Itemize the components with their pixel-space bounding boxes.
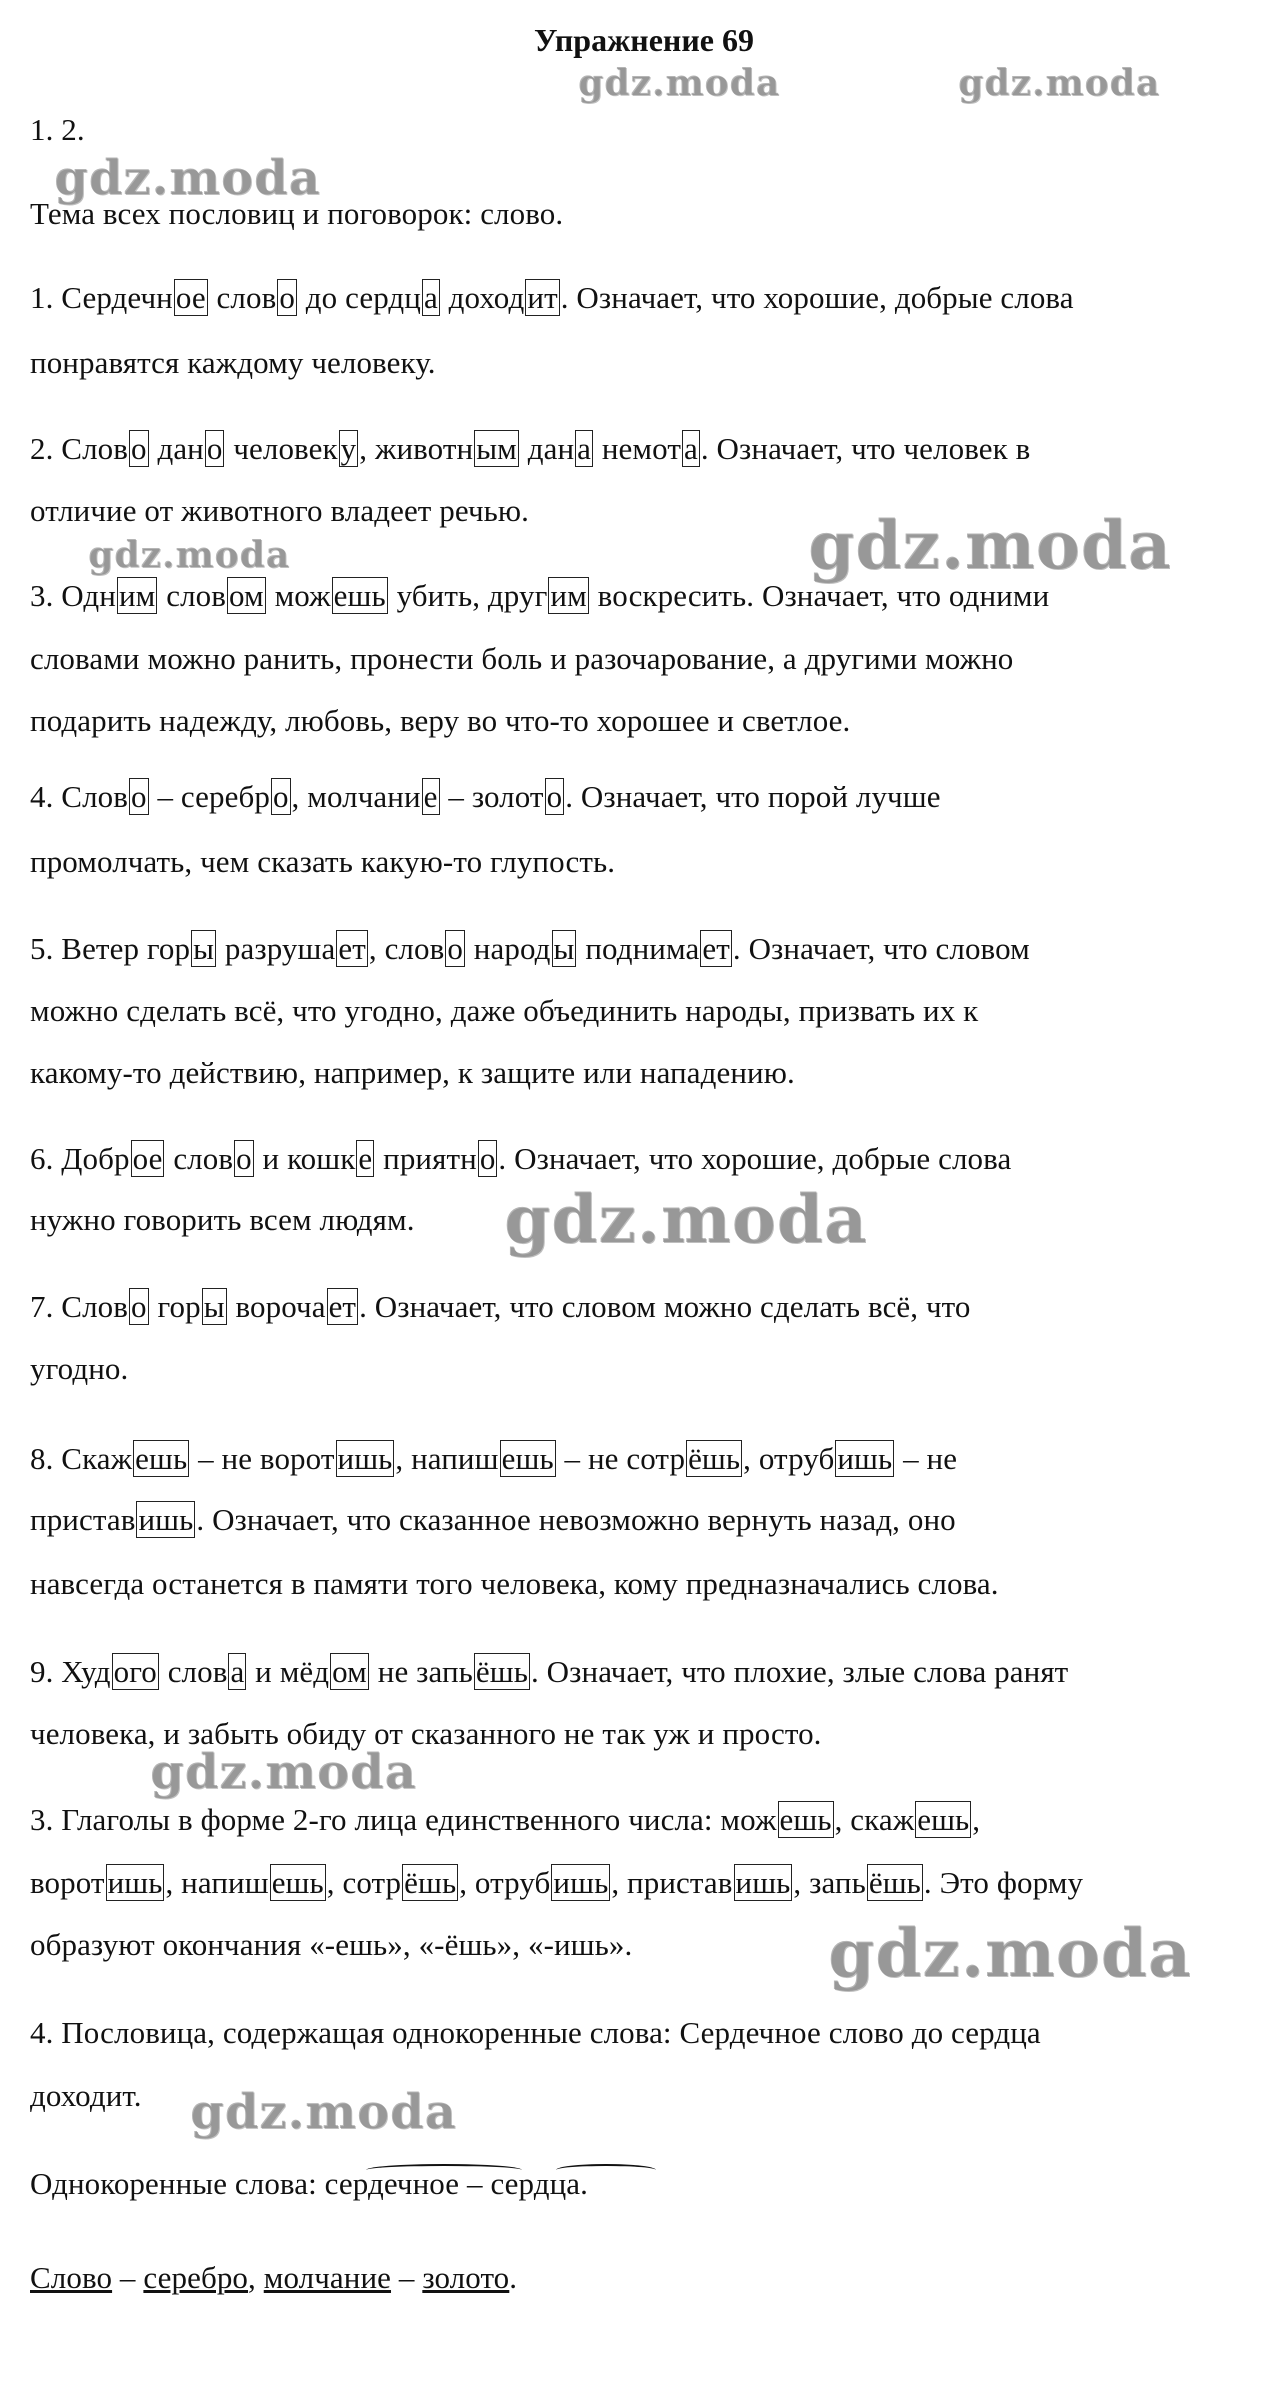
ending-box: о: [130, 1289, 147, 1324]
text-segment: . Означает, что сказанное невозможно вернуть назад, оно: [196, 1502, 956, 1537]
text-segment: до сердц: [297, 280, 421, 315]
text-segment: . Означает, что человек в: [700, 431, 1031, 466]
text-segment: , пристав: [611, 1865, 733, 1900]
text-segment: дан: [149, 431, 204, 466]
ending-box: ым: [476, 431, 517, 466]
ending-box: ешь: [135, 1441, 188, 1476]
text-line: 4. Пословица, содержащая однокоренные слова: Сердечное слово до сердца: [30, 2015, 1041, 2050]
watermark: gdz.moda: [190, 2084, 457, 2140]
ending-box: ет: [702, 931, 730, 966]
text-segment: , запь: [793, 1865, 866, 1900]
exercise-title: Упражнение 69: [533, 22, 754, 58]
text-segment: воскресить. Означает, что одними: [589, 578, 1050, 613]
watermark: gdz.moda: [54, 150, 321, 206]
ending-box: ого: [113, 1654, 157, 1689]
text-line: [30, 1141, 1011, 1177]
text-segment: 4. Слов: [30, 779, 128, 814]
text-segment: 7. Слов: [30, 1289, 128, 1324]
underlined-word: молчание: [263, 2260, 392, 2295]
ending-box: ит: [527, 280, 558, 315]
text-line: отличие от животного владеет речью.: [30, 493, 530, 528]
text-segment: приятн: [375, 1141, 477, 1176]
text-line: [30, 2260, 517, 2296]
ending-box: ишь: [138, 1502, 194, 1537]
root-arc: [366, 2164, 522, 2176]
text-line: [30, 1441, 957, 1477]
ending-box: ёшь: [475, 1654, 528, 1689]
text-segment: , сотр: [326, 1865, 402, 1900]
ending-box: о: [279, 280, 295, 315]
watermark: gdz.moda: [150, 1744, 417, 1800]
text-line: угодно.: [30, 1351, 129, 1386]
ending-box: о: [447, 931, 463, 966]
text-segment: пристав: [30, 1502, 136, 1537]
text-segment: и мёд: [247, 1654, 330, 1689]
text-segment: слов: [159, 1654, 228, 1689]
text-line: Однокоренные слова: сердечное – сердца.: [30, 2166, 589, 2201]
ending-box: ишь: [735, 1865, 791, 1900]
watermark: gdz.moda: [828, 1914, 1192, 1992]
ending-box: ишь: [337, 1441, 393, 1476]
text-line: можно сделать всё, что угодно, даже объединить народы, призвать их к: [30, 993, 979, 1028]
text-segment: , отруб: [743, 1441, 835, 1476]
text-line: [30, 280, 1074, 316]
text-segment: . Означает, что порой лучше: [565, 779, 941, 814]
text-line: 1. 2.: [30, 112, 85, 147]
text-segment: не запь: [369, 1654, 473, 1689]
ending-box: ешь: [271, 1865, 324, 1900]
text-segment: . Означает, что хорошие, добрые слова: [498, 1141, 1012, 1176]
text-line: промолчать, чем сказать какую-то глупость.: [30, 844, 616, 879]
ending-box: ишь: [107, 1865, 163, 1900]
text-segment: 6. Добр: [30, 1141, 130, 1176]
ending-box: ёшь: [688, 1441, 741, 1476]
ending-box: ы: [203, 1289, 225, 1324]
text-segment: мож: [266, 578, 331, 613]
ending-box: ы: [553, 931, 575, 966]
text-segment: . Означает, что словом можно сделать всё, что: [359, 1289, 971, 1324]
underlined-word: золото: [422, 2260, 510, 2295]
text-segment: вороча: [227, 1289, 326, 1324]
ending-box: им: [550, 578, 587, 613]
text-line: человека, и забыть обиду от сказанного не так уж и просто.: [30, 1716, 822, 1751]
text-line: нужно говорить всем людям.: [30, 1202, 415, 1237]
text-segment: 9. Худ: [30, 1654, 111, 1689]
text-segment: гор: [149, 1289, 201, 1324]
text-segment: поднима: [577, 931, 700, 966]
ending-box: а: [423, 280, 438, 315]
watermark: gdz.moda: [958, 62, 1160, 104]
ending-box: им: [118, 578, 156, 613]
text-segment: ворот: [30, 1865, 105, 1900]
text-segment: 3. Глаголы в форме 2-го лица единственного числа: мож: [30, 1802, 777, 1837]
text-segment: человек: [225, 431, 338, 466]
ending-box: ы: [193, 931, 215, 966]
text-line: [30, 578, 1049, 614]
text-segment: . Это форму: [923, 1865, 1084, 1900]
text-segment: народ: [465, 931, 551, 966]
watermark: gdz.moda: [88, 534, 290, 576]
text-segment: дан: [519, 431, 575, 466]
ending-box: ет: [338, 931, 366, 966]
ending-box: ешь: [333, 578, 386, 613]
text-segment: и кошк: [254, 1141, 356, 1176]
text-line: [30, 1802, 980, 1838]
ending-box: ёшь: [404, 1865, 457, 1900]
ending-box: о: [130, 431, 147, 466]
text-segment: 2. Слов: [30, 431, 128, 466]
text-segment: –: [112, 2260, 144, 2295]
text-segment: – не: [895, 1441, 958, 1476]
ending-box: о: [236, 1141, 252, 1176]
text-segment: ,: [972, 1802, 981, 1837]
ending-box: о: [479, 1141, 496, 1176]
watermark: gdz.moda: [504, 1180, 868, 1258]
ending-box: у: [340, 431, 357, 466]
ending-box: ешь: [779, 1802, 832, 1837]
text-segment: немот: [594, 431, 681, 466]
ending-box: ишь: [553, 1865, 609, 1900]
text-segment: слов: [208, 280, 277, 315]
text-segment: 3. Одн: [30, 578, 116, 613]
underlined-word: серебро: [143, 2260, 249, 2295]
text-segment: ,: [248, 2260, 264, 2295]
ending-box: е: [423, 779, 438, 814]
ending-box: а: [230, 1654, 245, 1689]
text-segment: , напиш: [395, 1441, 499, 1476]
text-line: доходит.: [30, 2078, 142, 2113]
ending-box: е: [358, 1141, 373, 1176]
text-segment: .: [509, 2260, 518, 2295]
text-line: подарить надежду, любовь, веру во что-то хорошее и светлое.: [30, 703, 851, 738]
ending-box: ёшь: [868, 1865, 921, 1900]
ending-box: а: [683, 431, 698, 466]
text-line: [30, 931, 1030, 967]
watermark: gdz.moda: [578, 62, 780, 104]
ending-box: о: [206, 431, 223, 466]
text-line: [30, 779, 941, 815]
text-line: образуют окончания «-ешь», «-ёшь», «-ишь».: [30, 1927, 633, 1962]
text-segment: слов: [158, 578, 226, 613]
text-segment: – не сотр: [556, 1441, 686, 1476]
text-segment: . Означает, что плохие, злые слова ранят: [530, 1654, 1069, 1689]
ending-box: о: [272, 779, 289, 814]
text-segment: , молчани: [291, 779, 421, 814]
ending-box: а: [577, 431, 592, 466]
text-segment: , напиш: [165, 1865, 269, 1900]
root-arc: [556, 2164, 656, 2176]
text-segment: –: [391, 2260, 423, 2295]
ending-box: ое: [132, 1141, 163, 1176]
ending-box: ишь: [837, 1441, 893, 1476]
ending-box: о: [130, 779, 147, 814]
text-line: навсегда останется в памяти того человека, кому предназначались слова.: [30, 1566, 999, 1601]
text-segment: 1. Сердечн: [30, 280, 173, 315]
text-segment: , животн: [359, 431, 474, 466]
text-segment: – серебр: [149, 779, 270, 814]
text-segment: . Означает, что словом: [732, 931, 1030, 966]
text-segment: слов: [165, 1141, 234, 1176]
underlined-word: Слово: [30, 2260, 113, 2295]
text-line: [30, 1502, 956, 1538]
text-segment: – золот: [440, 779, 544, 814]
ending-box: ое: [175, 280, 206, 315]
text-line: [30, 1654, 1068, 1690]
ending-box: ешь: [917, 1802, 970, 1837]
ending-box: о: [546, 779, 563, 814]
text-line: какому-то действию, например, к защите или нападению.: [30, 1055, 795, 1090]
text-line: Тема всех пословиц и поговорок: слово.: [30, 196, 564, 231]
text-segment: убить, друг: [388, 578, 548, 613]
text-segment: 8. Скаж: [30, 1441, 133, 1476]
text-segment: . Означает, что хорошие, добрые слова: [560, 280, 1074, 315]
ending-box: ет: [328, 1289, 357, 1324]
text-line: [30, 1289, 971, 1325]
text-segment: разруша: [217, 931, 336, 966]
ending-box: ом: [229, 578, 264, 613]
text-segment: , слов: [368, 931, 445, 966]
text-line: понравятся каждому человеку.: [30, 345, 436, 380]
text-segment: , отруб: [459, 1865, 551, 1900]
text-line: словами можно ранить, пронести боль и разочарование, а другими можно: [30, 641, 1014, 676]
watermark: gdz.moda: [808, 506, 1172, 584]
text-segment: – не ворот: [190, 1441, 335, 1476]
ending-box: ом: [332, 1654, 367, 1689]
ending-box: ешь: [501, 1441, 554, 1476]
text-segment: 5. Ветер гор: [30, 931, 191, 966]
text-line: [30, 431, 1030, 467]
text-segment: , скаж: [834, 1802, 915, 1837]
text-segment: доход: [440, 280, 525, 315]
text-line: [30, 1865, 1083, 1901]
